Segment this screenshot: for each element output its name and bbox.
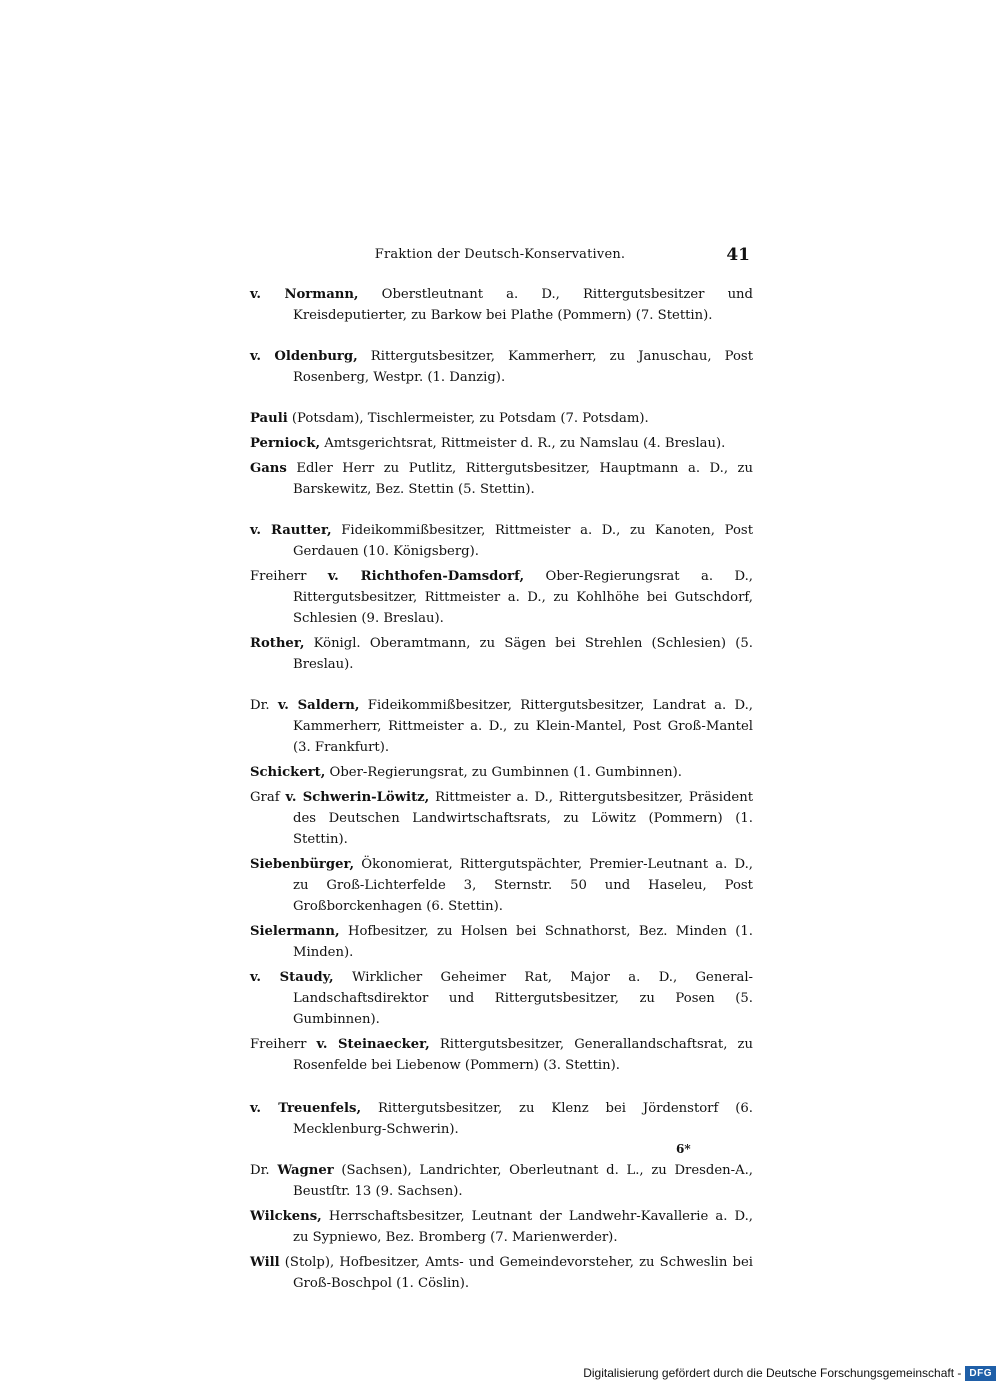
- member-entry: [250, 633, 753, 675]
- entry-name: v. Saldern,: [277, 698, 360, 713]
- entry-details: Hofbesitzer, zu Holsen bei Schnathorst, Bez. Minden (1. Minden).: [293, 924, 753, 960]
- entry-details: Rittmeister a. D., Rittergutsbesitzer, Präsident des Deutschen Landwirtschaftsrats, zu Löwitz (Pommern) (1. Stettin).: [293, 790, 753, 847]
- entry-name: Wagner: [277, 1163, 334, 1178]
- entry-details: Amtsgerichtsrat, Rittmeister d. R., zu Namslau (4. Breslau).: [320, 436, 726, 451]
- running-head: [250, 247, 750, 269]
- footer: [583, 1363, 1000, 1383]
- member-entry: [250, 1034, 753, 1076]
- page-number: 41: [726, 245, 750, 265]
- entry-name: v. Rautter,: [250, 523, 332, 538]
- entry-name: v. Schwerin-Löwitz,: [285, 790, 430, 805]
- entry-name: v. Oldenburg,: [250, 349, 358, 364]
- entry-details: Ober-Regierungsrat a. D., Rittergutsbesitzer, Rittmeister a. D., zu Kohlhöhe bei Gutschdorf, Schlesien (9. Breslau).: [293, 569, 753, 626]
- member-entry: [250, 1206, 753, 1248]
- entry-prefix: Freiherr: [250, 1037, 317, 1052]
- entry-details: Ökonomierat, Rittergutspächter, Premier-Leutnant a. D., zu Groß-Lichterfelde 3, Sternstr. 50 und Haseleu, Post Großborckenhagen (6. Stettin).: [293, 857, 753, 914]
- entry-name: Siebenbürger,: [250, 857, 355, 872]
- member-entry: [250, 854, 753, 917]
- entry-details: Ober-Regierungsrat, zu Gumbinnen (1. Gumbinnen).: [325, 765, 682, 780]
- entry-details: Fideikommißbesitzer, Rittmeister a. D., zu Kanoten, Post Gerdauen (10. Königsberg).: [293, 523, 753, 559]
- member-entry: [250, 346, 753, 388]
- member-entry: [250, 408, 753, 429]
- entry-details: Königl. Oberamtmann, zu Sägen bei Strehlen (Schlesien) (5. Breslau).: [293, 636, 753, 672]
- member-entry: [250, 458, 753, 500]
- entry-prefix: Dr.: [250, 698, 278, 713]
- entry-prefix: Freiherr: [250, 569, 328, 584]
- entry-prefix: Graf: [250, 790, 286, 805]
- entry-prefix: Dr.: [250, 1163, 278, 1178]
- entry-details: Herrschaftsbesitzer, Leutnant der Landwehr-Kavallerie a. D., zu Sypniewo, Bez. Bromberg (7. Marienwerder).: [293, 1209, 753, 1245]
- entry-name: Gans: [250, 461, 287, 476]
- entry-details: Rittergutsbesitzer, zu Klenz bei Jördenstorf (6. Mecklenburg-Schwerin).: [293, 1101, 753, 1137]
- entry-details: Fideikommißbesitzer, Rittergutsbesitzer, Landrat a. D., Kammerherr, Rittmeister a. D., zu Klein-Mantel, Post Groß-Mantel (3. Frankfurt).: [293, 698, 754, 755]
- member-entry: [250, 787, 753, 850]
- entry-name: Sielermann,: [250, 924, 340, 939]
- entry-name: v. Richthofen-Damsdorf,: [327, 569, 525, 584]
- member-entry: [250, 695, 753, 758]
- entry-details: (Potsdam), Tischlermeister, zu Potsdam (7. Potsdam).: [287, 411, 649, 426]
- member-entry: [250, 967, 753, 1030]
- member-entry: [250, 433, 753, 454]
- signature-mark: 6*: [676, 1142, 691, 1156]
- entry-name: Perniock,: [250, 436, 321, 451]
- entry-details: (Stolp), Hofbesitzer, Amts- und Gemeindevorsteher, zu Schweslin bei Groß-Boschpol (1. Cöslin).: [279, 1255, 753, 1291]
- member-entry: [250, 921, 753, 963]
- entry-name: Pauli: [250, 411, 288, 426]
- running-title: Fraktion der Deutsch-Konservativen.: [374, 247, 626, 262]
- entry-name: Wilckens,: [250, 1209, 322, 1224]
- entry-details: Rittergutsbesitzer, Kammerherr, zu Januschau, Post Rosenberg, Westpr. (1. Danzig).: [293, 349, 753, 385]
- entry-name: v. Steinaecker,: [316, 1037, 430, 1052]
- entry-details: Rittergutsbesitzer, Generallandschaftsrat, zu Rosenfelde bei Liebenow (Pommern) (3. Stettin).: [293, 1037, 753, 1073]
- entry-details: Oberstleutnant a. D., Rittergutsbesitzer und Kreisdeputierter, zu Barkow bei Plathe (Pommern) (7. Stettin).: [293, 287, 753, 323]
- dfg-logo: DFG: [965, 1366, 996, 1381]
- entry-name: Schickert,: [250, 765, 326, 780]
- entry-name: v. Staudy,: [250, 970, 334, 985]
- member-entry: [250, 1252, 753, 1294]
- member-entry: [250, 520, 753, 562]
- member-entry: [250, 1098, 753, 1140]
- member-entry: [250, 284, 753, 326]
- entry-name: Rother,: [250, 636, 305, 651]
- member-entry: [250, 762, 753, 783]
- entry-details: Edler Herr zu Putlitz, Rittergutsbesitzer, Hauptmann a. D., zu Barskewitz, Bez. Stettin (5. Stettin).: [286, 461, 753, 497]
- entry-details: Wirklicher Geheimer Rat, Major a. D., General-Landschaftsdirektor und Rittergutsbesitzer, zu Posen (5. Gumbinnen).: [293, 970, 753, 1027]
- entry-name: Will: [250, 1255, 280, 1270]
- entry-name: v. Normann,: [250, 287, 359, 302]
- entry-name: v. Treuenfels,: [250, 1101, 362, 1116]
- footer-text: Digitalisierung gefördert durch die Deutsche Forschungsgemeinschaft -: [583, 1366, 962, 1380]
- entry-details: (Sachsen), Landrichter, Oberleutnant d. L., zu Dresden-A., Beustſtr. 13 (9. Sachsen).: [293, 1163, 753, 1199]
- member-entry: [250, 566, 753, 629]
- member-entry: [250, 1160, 753, 1202]
